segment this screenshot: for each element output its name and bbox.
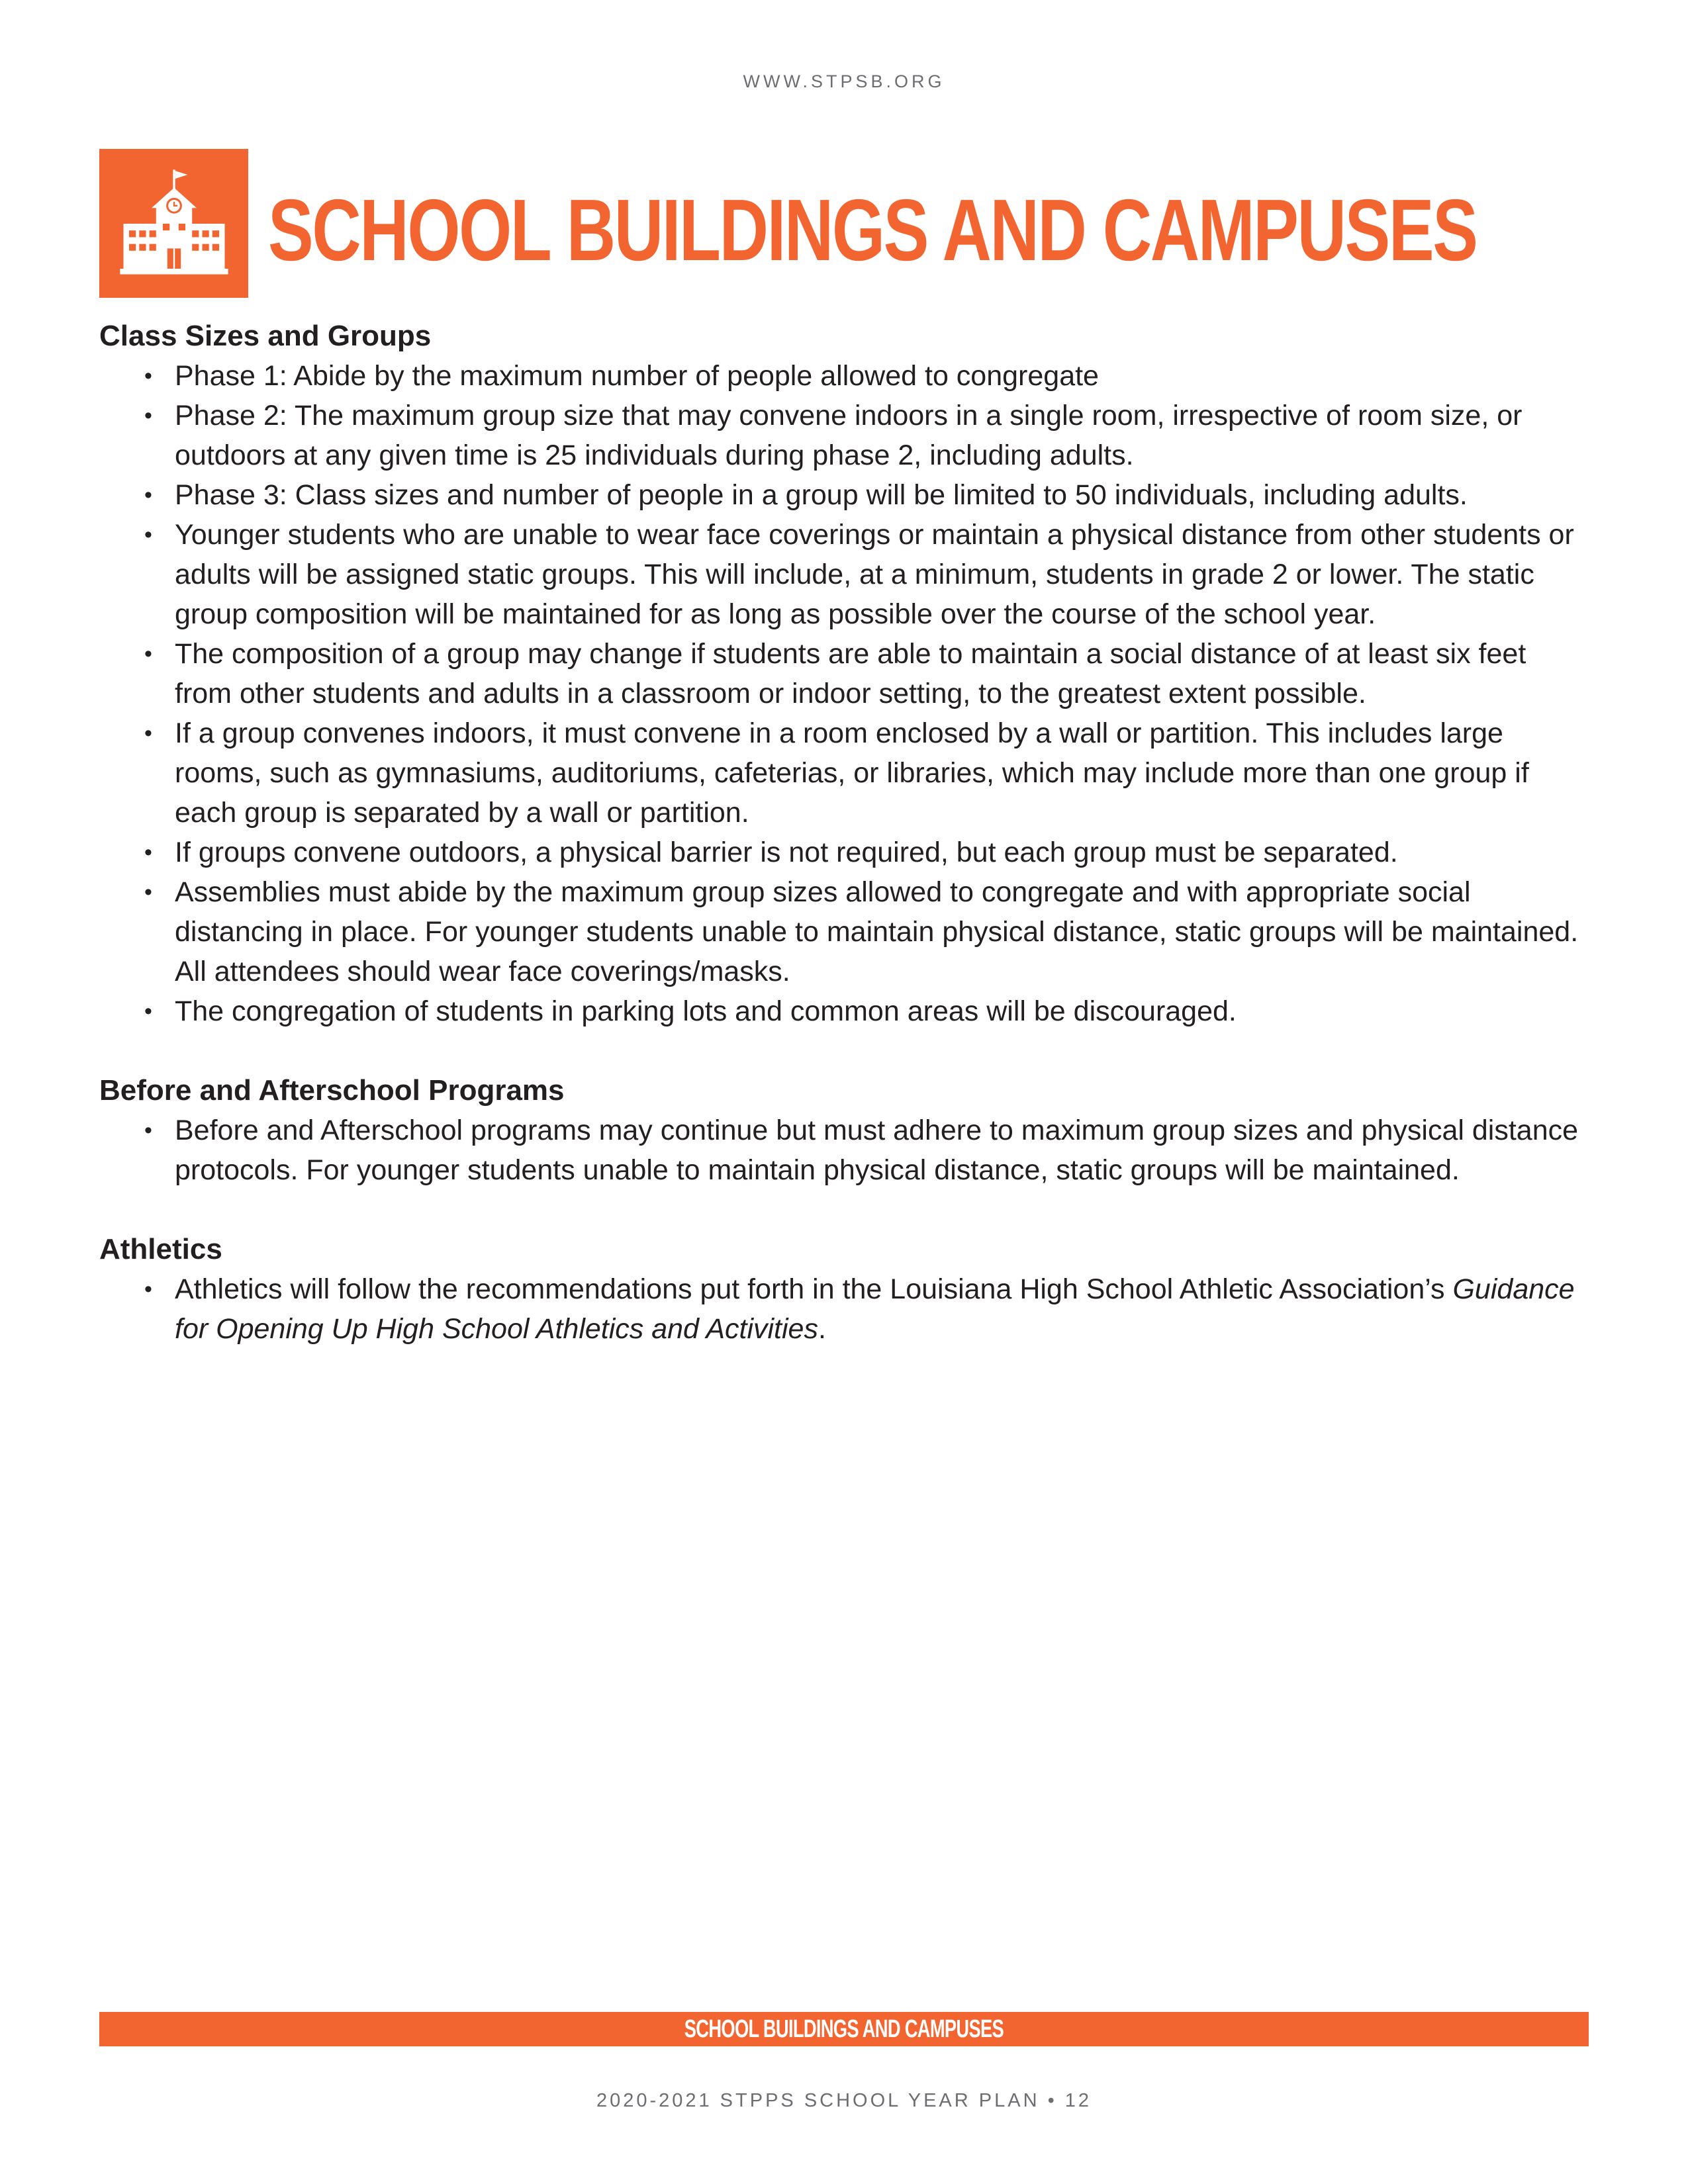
bullet-icon: • — [144, 641, 152, 666]
bullet-icon: • — [144, 1118, 152, 1143]
list-item: • If groups convene outdoors, a physical barrier is not required, but each group must be separated. — [175, 833, 1589, 872]
bullet-icon: • — [144, 1277, 152, 1302]
bullet-icon: • — [144, 721, 152, 746]
footer-section-bar — [99, 2012, 1589, 2046]
list-item: • Before and Afterschool programs may continue but must adhere to maximum group sizes and physical distance protocols. For younger students unable to maintain physical distance, static groups will be maintained. — [175, 1111, 1589, 1190]
list-item: • Athletics will follow the recommendations put forth in the Louisiana High School Athletic Association’s Guidance for Opening Up High School Athletics and Activities. — [175, 1269, 1589, 1349]
bullet-icon: • — [144, 403, 152, 428]
section-heading-athletics: Athletics — [99, 1233, 222, 1265]
bullet-icon: • — [144, 999, 152, 1024]
page-header — [99, 149, 1688, 298]
bullet-icon: • — [144, 482, 152, 508]
bullet-icon: • — [144, 363, 152, 388]
page-title: SCHOOL BUILDINGS AND CAMPUSES — [268, 181, 1477, 279]
bullet-icon: • — [144, 840, 152, 865]
section-heading-afterschool: Before and Afterschool Programs — [99, 1074, 565, 1107]
list-item: • Phase 3: Class sizes and number of people in a group will be limited to 50 individuals, including adults. — [175, 475, 1589, 515]
guidance-document-title: Guidance for Opening Up High School Athletics and Activities — [175, 1273, 1575, 1345]
footer-section-label: SCHOOL BUILDINGS AND CAMPUSES — [684, 2015, 1004, 2043]
list-item: • Assemblies must abide by the maximum group sizes allowed to congregate and with appropriate social distancing in place. For younger students unable to maintain physical distance, static groups will be maintained. All attendees should wear face coverings/masks. — [175, 872, 1589, 991]
footer-page-info: 2020-2021 STPPS SCHOOL YEAR PLAN • 12 — [596, 2090, 1092, 2111]
list-item: • The congregation of students in parking lots and common areas will be discouraged. — [175, 991, 1589, 1031]
list-item: • If a group convenes indoors, it must convene in a room enclosed by a wall or partition. This includes large rooms, such as gymnasiums, auditoriums, cafeterias, or libraries, which may include more than one group if each group is separated by a wall or partition. — [175, 713, 1589, 833]
list-item: • The composition of a group may change if students are able to maintain a social distance of at least six feet from other students and adults in a classroom or indoor setting, to the greatest extent possible. — [175, 634, 1589, 713]
bullet-icon: • — [144, 522, 152, 547]
class-sizes-list — [99, 356, 1589, 1031]
athletics-list — [99, 1269, 1589, 1349]
school-building-icon — [99, 149, 248, 298]
list-item: • Phase 1: Abide by the maximum number of people allowed to congregate — [175, 356, 1589, 396]
list-item: • Phase 2: The maximum group size that may convene indoors in a single room, irrespective of room size, or outdoors at any given time is 25 individuals during phase 2, including adults. — [175, 396, 1589, 475]
list-item: • Younger students who are unable to wear face coverings or maintain a physical distance from other students or adults will be assigned static groups. This will include, at a minimum, students in grade 2 or lower. The static group composition will be maintained for as long as possible over the course of the school year. — [175, 515, 1589, 634]
document-body — [99, 316, 1589, 1388]
website-url: WWW.STPSB.ORG — [743, 71, 945, 91]
section-heading-class-sizes: Class Sizes and Groups — [99, 320, 432, 352]
afterschool-list — [99, 1111, 1589, 1190]
bullet-icon: • — [144, 880, 152, 905]
